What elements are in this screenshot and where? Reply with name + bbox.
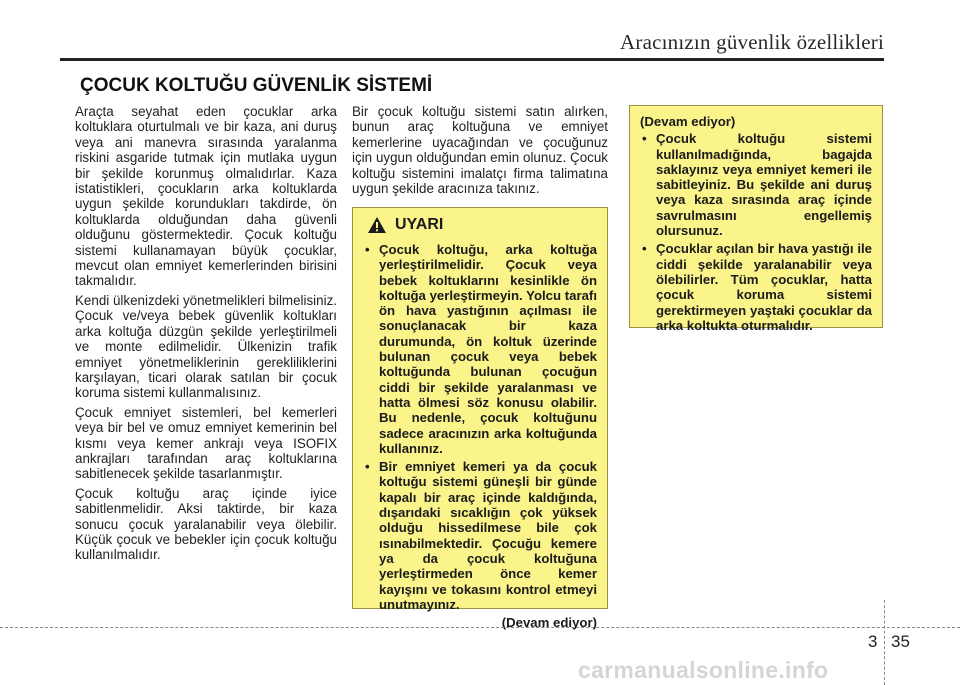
paragraph: Araçta seyahat eden çocuklar arka koltuklara oturtulmalı ve bir kaza, ani duruş veya ani manevra sırasında yaralanma riskini asgaride tutmak için mutlaka uygun bir şekilde korunmuş olmalıdırlar. Kaza istatistikleri, çocukların arka koltuklarda uygun şekilde korundukları takdirde, ön koltuklarda olduğundan daha güvenli olduğunu göstermektedir. Çocuk koltuğu sistemi kullanamayan büyük çocuklar, mevcut olan emniyet kemerlerinden birisini takmalıdır. <box>75 104 337 289</box>
paragraph: Çocuk koltuğu araç içinde iyice sabitlenmelidir. Aksi taktirde, bir kaza sonucu çocuk yaralanabilir veya ölebilir. Küçük çocuk ve bebekler için çocuk koltuğu kullanılmalıdır. <box>75 485 337 563</box>
bullet: • <box>642 241 647 257</box>
warning-label: UYARI <box>395 216 444 234</box>
header-rule <box>60 58 884 61</box>
footer-rule <box>0 627 960 628</box>
paragraph: Çocuk emniyet sistemleri, bel kemerleri veya bir bel ve omuz emniyet kemerinin bel kısmı veya kemer ankrajı veya ISOFIX ankrajları tarafından araç koltuklarına sabitlenecek şekilde tasarlanmıştır. <box>75 404 337 482</box>
bullet: • <box>365 242 370 257</box>
page-number: 35 <box>891 632 910 651</box>
bullet: • <box>365 459 370 475</box>
warning-triangle-icon <box>367 216 387 234</box>
continued-note: (Devam ediyor) <box>501 615 597 631</box>
warning-item-text: Çocuklar açılan bir hava yastığı ile ciddi şekilde yaralanabilir veya ölebilirler. Tüm çocuklar, hatta çocuk koruma sistemi gerektirmeyen yaştaki çocuklar da arka koltukta oturmalıdır. <box>656 241 872 333</box>
watermark: carmanualsonline.info <box>578 657 829 683</box>
section-title: ÇOCUK KOLTUĞU GÜVENLİK SİSTEMİ <box>80 75 433 96</box>
paragraph: Bir çocuk koltuğu sistemi satın alırken, bunun araç koltuğuna ve emniyet kemerlerine uyacağından ve çocuğunuz için uygun olduğundan emin olunuz. Çocuk koltuğu sistemini imalatçı firma talimatına uygun şekilde aracınıza takınız. <box>352 104 608 197</box>
bullet: • <box>642 131 647 147</box>
column-1 <box>75 104 337 567</box>
warning-list <box>640 131 872 333</box>
page-header-title: Aracınızın güvenlik özellikleri <box>620 30 884 54</box>
warning-box-continued <box>629 105 883 333</box>
warning-item <box>640 131 872 238</box>
warning-header <box>367 216 597 234</box>
warning-item-text: Bir emniyet kemeri ya da çocuk koltuğu sistemi güneşli bir günde kapalı bir araç içinde kaldığında, dışarıdaki sıcaklığın çok yüksek olduğu hissedilmese bile çok ısınabilmektedir. Çocuğu kemere ya da çocuk koltuğuna yerleştirmeden önce kemer kayışını ve tokasını kontrol etmeyi unutmayınız. <box>379 459 597 612</box>
footer-divider <box>884 600 885 685</box>
column-2 <box>352 104 608 200</box>
warning-item <box>363 242 597 456</box>
warning-item <box>640 241 872 333</box>
chapter-number: 3 <box>868 632 878 651</box>
continued-note: (Devam ediyor) <box>640 114 736 129</box>
warning-item <box>363 459 597 612</box>
warning-item-text: Çocuk koltuğu, arka koltuğa yerleştirilmelidir. Çocuk veya bebek koltuklarını kesinlikle ön koltuğa yerleştirmeyin. Yolcu tarafı ön hava yastığının açılması ile sonuçlanacak bir kaza durumunda, ön koltuk üzerinde bulunan çocuk veya bebek koltuğunda bulunan çocuğun ciddi bir şekilde yaralanması ve hatta ölmesi söz konusu olabilir. Bu nedenle, çocuk koltuğunu sadece aracınızın arka koltuğunda kullanınız. <box>379 242 597 456</box>
warning-list <box>363 242 597 612</box>
warning-box <box>352 207 608 631</box>
warning-item-text: Çocuk koltuğu sistemi kullanılmadığında, bagajda saklayınız veya emniyet kemeri ile sabitleyiniz. Bu şekilde ani duruş veya kaza sırasında araç içinde savrulmasını engellemiş olursunuz. <box>656 131 872 239</box>
paragraph: Kendi ülkenizdeki yönetmelikleri bilmelisiniz. Çocuk ve/veya bebek güvenlik koltukları arka koltuğa düzgün şekilde yerleştirilmeli ve monte edilmelidir. Ülkenizin trafik emniyet yönetmeliklerinin gerekliliklerini karşılayan, ticari olarak satılan bir çocuk koruma sistemi kullanmalısınız. <box>75 292 337 401</box>
